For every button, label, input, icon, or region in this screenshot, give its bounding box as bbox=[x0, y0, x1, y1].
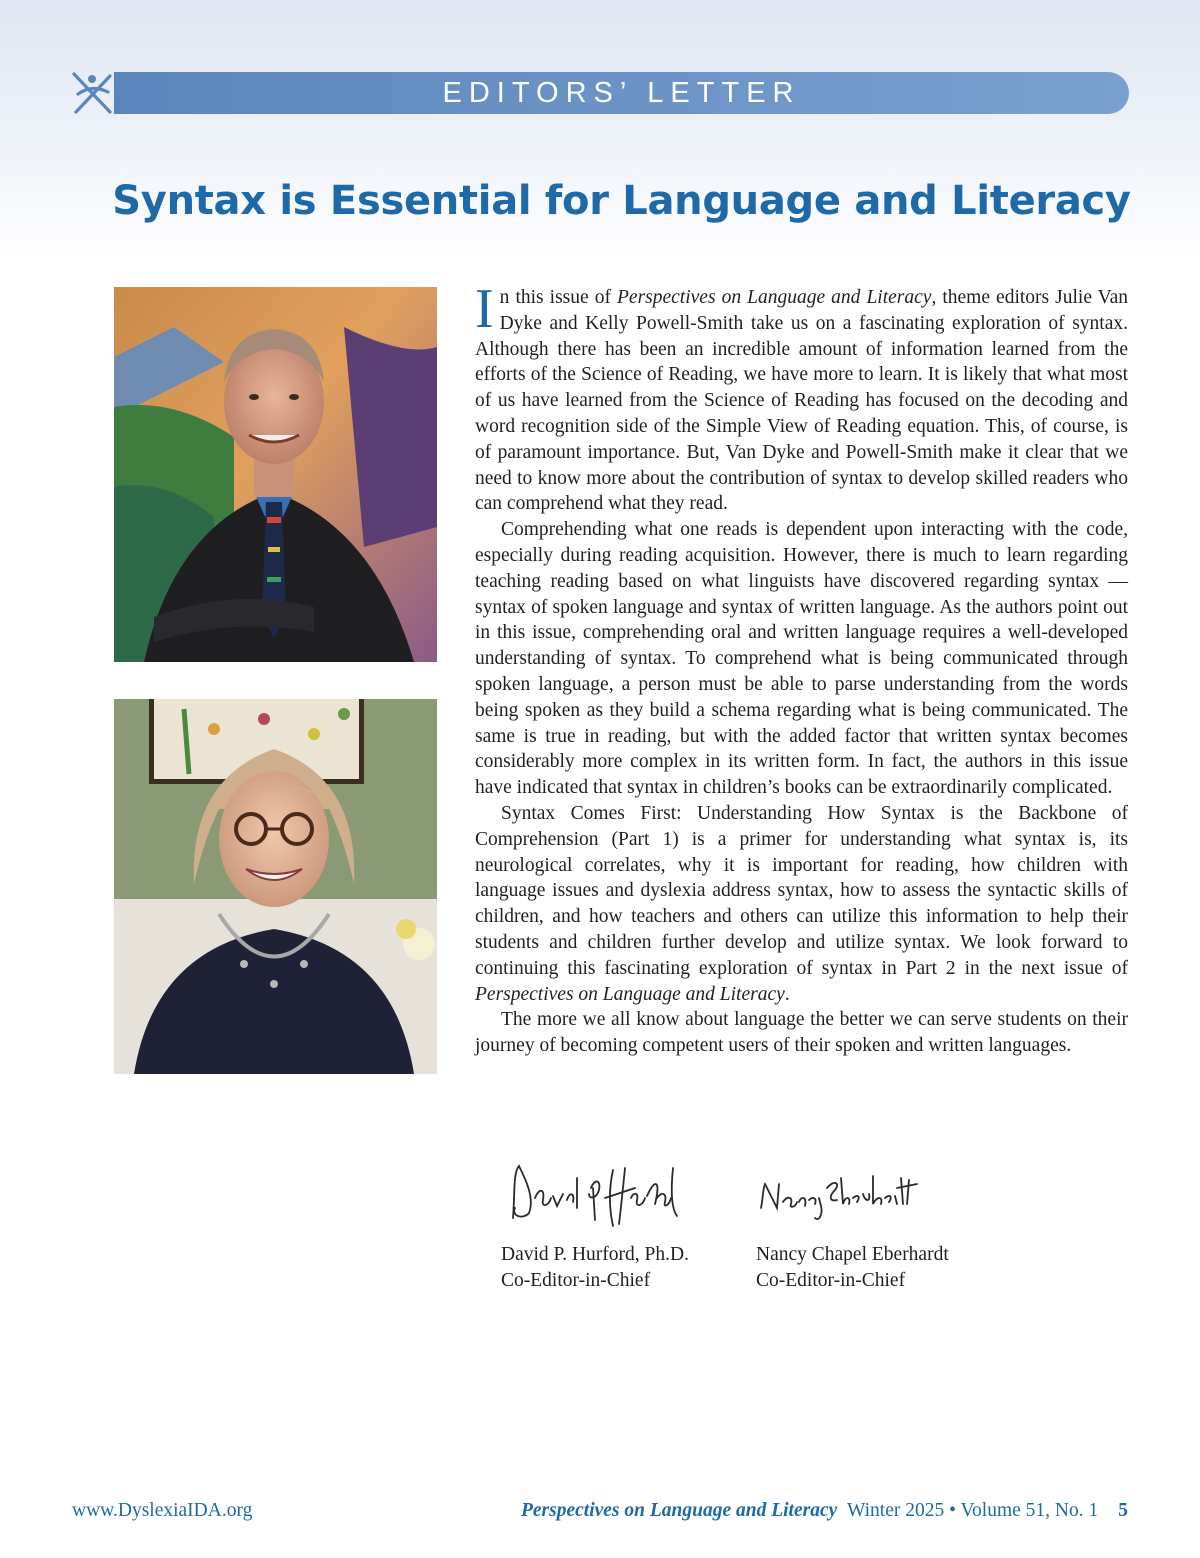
article-title: Syntax is Essential for Language and Literacy bbox=[112, 178, 1131, 224]
section-banner bbox=[114, 72, 1129, 114]
signer-name: David P. Hurford, Ph.D. bbox=[501, 1244, 689, 1265]
signer-name: Nancy Chapel Eberhardt bbox=[756, 1244, 949, 1265]
paragraph-4: The more we all know about language the better we can serve students on their journey of becoming competent users of their spoken and written languages. bbox=[475, 1009, 1128, 1057]
signer-role: Co-Editor-in-Chief bbox=[501, 1270, 651, 1291]
journal-title-italic: Perspectives on Language and Literacy bbox=[617, 287, 932, 308]
signer-role: Co-Editor-in-Chief bbox=[756, 1270, 906, 1291]
page-footer bbox=[0, 1500, 1200, 1526]
paragraph-1-text-b: , theme editors Julie Van Dyke and Kelly Powell-Smith take us on a fascinating exploration of syntax. Although there has been an incredible amount of information learned from the efforts of the Science of Reading, we have more to learn. It is likely that what most of us have learned from the Science of Reading has focused on the decoding and word recognition side of the Simple View of Reading equation. This, of course, is of paramount importance. But, Van Dyke and Powell-Smith make it clear that we need to know more about the contribution of syntax to develop skilled readers who can comprehend what they read. bbox=[475, 287, 1128, 515]
paragraph-3-text-a: Syntax Comes First: Understanding How Syntax is the Backbone of Comprehension (Part 1) is a primer for understanding what syntax is, its neurological correlates, why it is important for reading, how children with language issues and dyslexia address syntax, how to assess the syntactic skills of children, and how teachers and others can utilize this information to help their students and children further develop and utilize syntax. We look forward to continuing this fascinating exploration of syntax in Part 2 in the next issue of bbox=[475, 802, 1128, 979]
page-number: 5 bbox=[1118, 1500, 1128, 1521]
signature-eberhardt bbox=[757, 1158, 932, 1228]
paragraph-1 bbox=[475, 278, 1128, 517]
footer-url-link[interactable]: www.DyslexiaIDA.org bbox=[72, 1500, 253, 1521]
paragraph-2: Comprehending what one reads is dependent upon interacting with the code, especially during reading acquisition. However, there is much to learn regarding teaching reading based on what linguists have discovered regarding syntax — syntax of spoken language and syntax of written language. As the authors point out in this issue, comprehending oral and written language requires a well-developed understanding of syntax. To comprehend what is being communicated through spoken language, a person must be able to parse understanding from the words being spoken as they build a schema regarding what is being communicated. The same is true in reading, but with the added factor that written syntax becomes considerably more complex in its written form. In fact, the authors in this issue have indicated that syntax in children’s books can be extraordinarily complicated. bbox=[475, 519, 1128, 799]
signer-block-eberhardt bbox=[756, 1242, 949, 1294]
paragraph-3-text-b: . bbox=[784, 983, 790, 1005]
footer-journal-title: Perspectives on Language and Literacy bbox=[520, 1500, 838, 1521]
paragraph-3 bbox=[475, 801, 1128, 1007]
footer-issue-info bbox=[521, 1500, 1128, 1522]
editor-photo-woman bbox=[114, 699, 437, 1074]
signature-hurford bbox=[505, 1158, 685, 1228]
ida-figure-logo-icon bbox=[70, 70, 114, 116]
section-label: EDITORS’ LETTER bbox=[442, 76, 801, 109]
journal-title-italic: Perspectives on Language and Literacy bbox=[475, 983, 785, 1005]
paragraph-1-text-a: n this issue of bbox=[499, 287, 617, 308]
footer-issue: Winter 2025 • Volume 51, No. 1 bbox=[847, 1500, 1099, 1521]
signer-block-hurford bbox=[501, 1242, 689, 1294]
drop-cap: I bbox=[475, 278, 494, 340]
letter-body bbox=[475, 278, 1128, 1059]
editor-photo-man bbox=[114, 287, 437, 662]
